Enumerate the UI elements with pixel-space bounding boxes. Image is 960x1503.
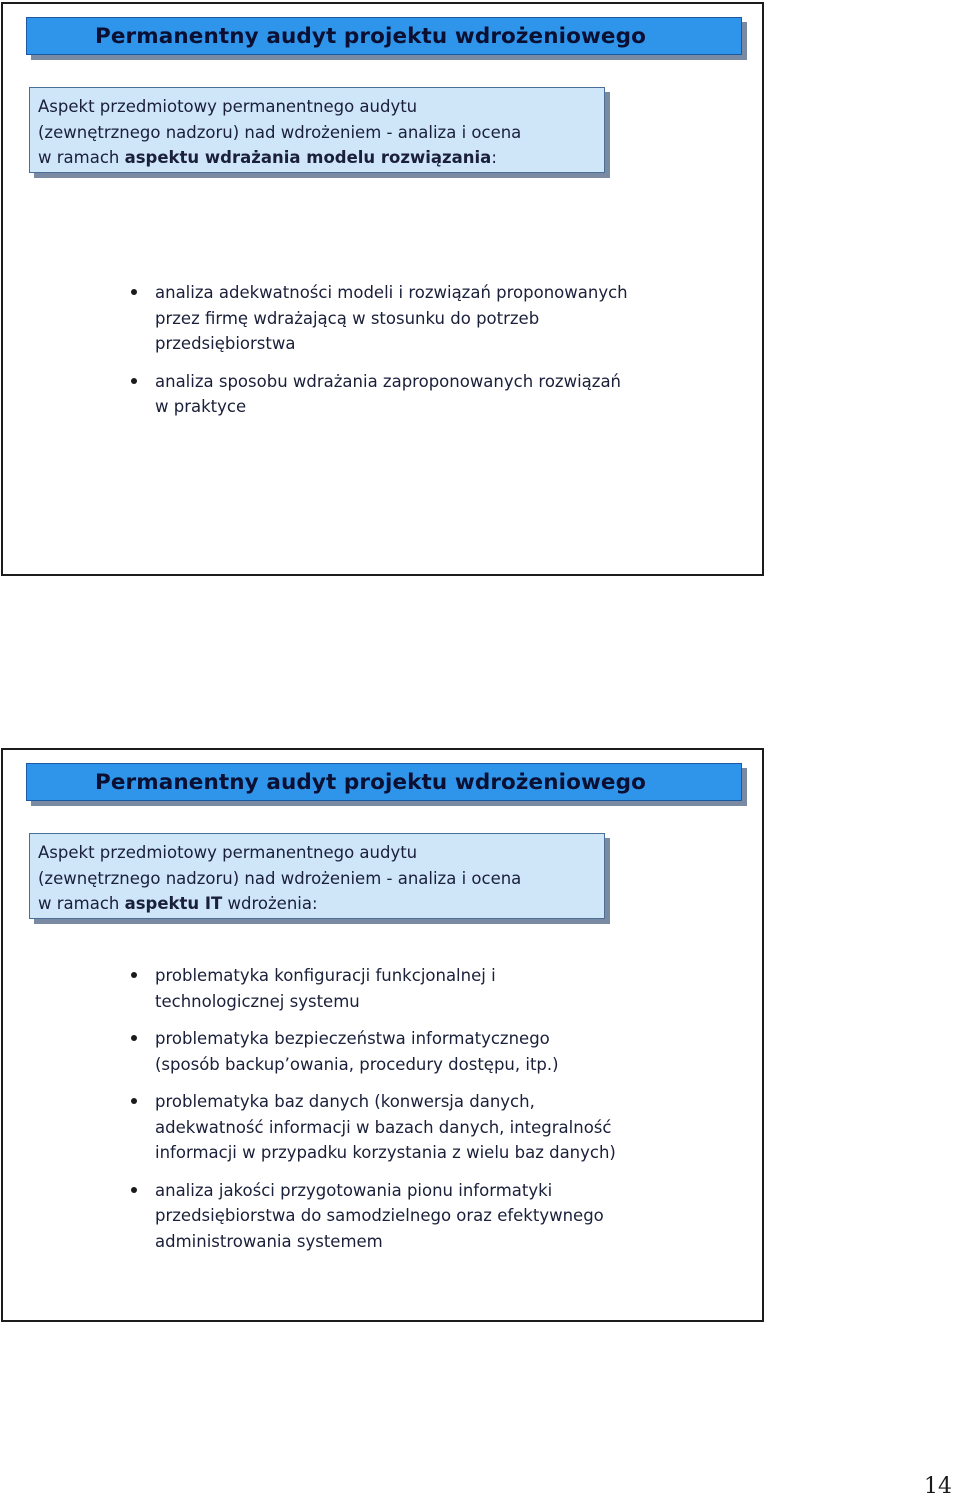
bullet-icon (131, 378, 137, 384)
list-item (129, 1178, 619, 1255)
list-item (129, 1089, 619, 1166)
slide-1 (1, 2, 764, 576)
bullet-icon (131, 289, 137, 295)
page-number: 14 (924, 1474, 952, 1499)
bullet-text: problematyka baz danych (konwersja danych, adekwatność informacji w bazach danych, integralność informacji w przypadku korzystania z wielu baz danych) (155, 1092, 616, 1162)
subtitle-box (29, 87, 605, 173)
list-item (129, 369, 629, 420)
bullet-icon (131, 1187, 137, 1193)
bullet-list (129, 280, 629, 432)
subtitle-line-2: (zewnętrznego nadzoru) nad wdrożeniem - analiza i ocena (38, 868, 522, 888)
slide-title: Permanentny audyt projektu wdrożeniowego (26, 763, 742, 801)
bullet-icon (131, 1035, 137, 1041)
bullet-icon (131, 972, 137, 978)
subtitle-line-3 (38, 891, 604, 917)
slide-title: Permanentny audyt projektu wdrożeniowego (26, 17, 742, 55)
bullet-text: analiza jakości przygotowania pionu informatyki przedsiębiorstwa do samodzielnego oraz efektywnego administrowania systemem (155, 1180, 604, 1251)
subtitle-emphasis: aspektu IT (124, 894, 223, 913)
subtitle-box (29, 833, 605, 919)
list-item (129, 963, 619, 1014)
subtitle-prefix: w ramach (38, 894, 125, 913)
subtitle-line-2: (zewnętrznego nadzoru) nad wdrożeniem - analiza i ocena (38, 122, 522, 142)
subtitle-suffix: : (491, 148, 497, 167)
subtitle-line-3 (38, 145, 604, 171)
subtitle-suffix: wdrożenia: (222, 894, 318, 913)
subtitle-prefix: w ramach (38, 148, 125, 167)
list-item (129, 1026, 619, 1077)
list-item (129, 280, 629, 357)
bullet-text: problematyka bezpieczeństwa informatycznego (sposób backup’owania, procedury dostępu, itp.) (155, 1029, 559, 1074)
subtitle-emphasis: aspektu wdrażania modelu rozwiązania (124, 148, 492, 167)
subtitle-line-1: Aspekt przedmiotowy permanentnego audytu (38, 843, 418, 862)
bullet-text: analiza sposobu wdrażania zaproponowanych rozwiązań w praktyce (155, 371, 622, 416)
bullet-icon (131, 1098, 137, 1104)
bullet-text: analiza adekwatności modeli i rozwiązań proponowanych przez firmę wdrażającą w stosunku do potrzeb przedsiębiorstwa (155, 283, 628, 353)
bullet-text: problematyka konfiguracji funkcjonalnej i technologicznej systemu (155, 966, 496, 1011)
bullet-list (129, 963, 619, 1266)
subtitle-line-1: Aspekt przedmiotowy permanentnego audytu (38, 97, 418, 116)
slide-2 (1, 748, 764, 1322)
